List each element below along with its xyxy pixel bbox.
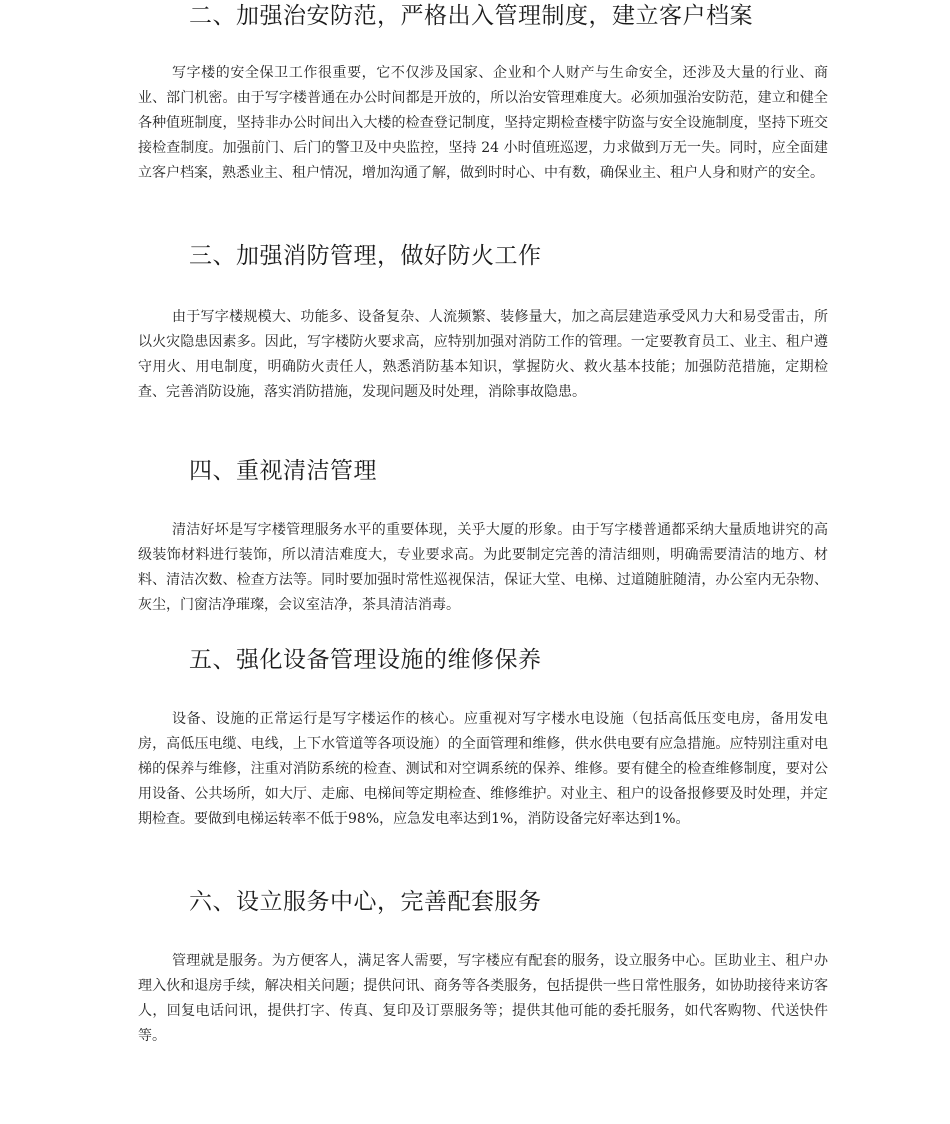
section-paragraph: 管理就是服务。为方便客人，满足客人需要，写字楼应有配套的服务，设立服务中心。匡助业主、租户办理入伙和退房手续，解决相关问题；提供问讯、商务等各类服务，包括提供一些日常性服务，如协助接待来访客人，回复电话问讯，提供打字、传真、复印及订票服务等；提供其他可能的委托服务，如代客购物、代送快件等。 [138, 953, 828, 1044]
section-service-center [138, 886, 828, 1049]
section-cleaning [138, 455, 828, 618]
section-heading: 二、加强治安防范，严格出入管理制度，建立客户档案 [189, 3, 753, 29]
section-maintenance [138, 644, 828, 832]
section-heading: 四、重视清洁管理 [189, 458, 377, 484]
section-heading: 三、加强消防管理，做好防火工作 [189, 243, 542, 269]
section-paragraph: 清洁好坏是写字楼管理服务水平的重要体现，关乎大厦的形象。由于写字楼普通都采纳大量质地讲究的高级装饰材料进行装饰，所以清洁难度大，专业要求高。为此要制定完善的清洁细则，明确需要清洁的地方、材料、清洁次数、检查方法等。同时要加强时常性巡视保洁，保证大堂、电梯、过道随脏随清，办公室内无杂物、灰尘，门窗洁净璀璨，会议室洁净，茶具清洁消毒。 [138, 522, 828, 613]
section-paragraph: 设备、设施的正常运行是写字楼运作的核心。应重视对写字楼水电设施（包括高低压变电房，备用发电房，高低压电缆、电线，上下水管道等各项设施）的全面管理和维修，供水供电要有应急措施。应特别注重对电梯的保养与维修，注重对消防系统的检查、测试和对空调系统的保养、维修。要有健全的检查维修制度，要对公用设备、公共场所，如大厅、走廊、电梯间等定期检查、维修维护。对业主、租户的设备报修要及时处理，并定期检查。要做到电梯运转率不低于98%，应急发电率达到1%，消防设备完好率达到1%。 [138, 711, 828, 827]
section-paragraph: 由于写字楼规模大、功能多、设备复杂、人流频繁、装修量大，加之高层建造承受风力大和易受雷击，所以火灾隐患因素多。因此，写字楼防火要求高，应特别加强对消防工作的管理。一定要教育员工、业主、租户遵守用火、用电制度，明确防火责任人，熟悉消防基本知识，掌握防火、救火基本技能；加强防范措施，定期检查、完善消防设施，落实消防措施，发现问题及时处理，消除事故隐患。 [138, 309, 828, 400]
section-heading: 六、设立服务中心，完善配套服务 [189, 889, 542, 915]
section-fire-safety [138, 240, 828, 405]
section-paragraph: 写字楼的安全保卫工作很重要，它不仅涉及国家、企业和个人财产与生命安全，还涉及大量的行业、商业、部门机密。由于写字楼普通在办公时间都是开放的，所以治安管理难度大。必须加强治安防范，建立和健全各种值班制度，坚持非办公时间出入大楼的检查登记制度，坚持定期检查楼宇防盗与安全设施制度，坚持下班交接检查制度。加强前门、后门的警卫及中央监控，坚持 24 小时值班巡逻，力求做到万无一失。同时，应全面建立客户档案，熟悉业主、租户情况，增加沟通了解，做到时时心、中有数，确保业主、租户人身和财产的安全。 [138, 65, 828, 181]
section-security [138, 0, 828, 186]
section-heading: 五、强化设备管理设施的维修保养 [189, 647, 542, 673]
